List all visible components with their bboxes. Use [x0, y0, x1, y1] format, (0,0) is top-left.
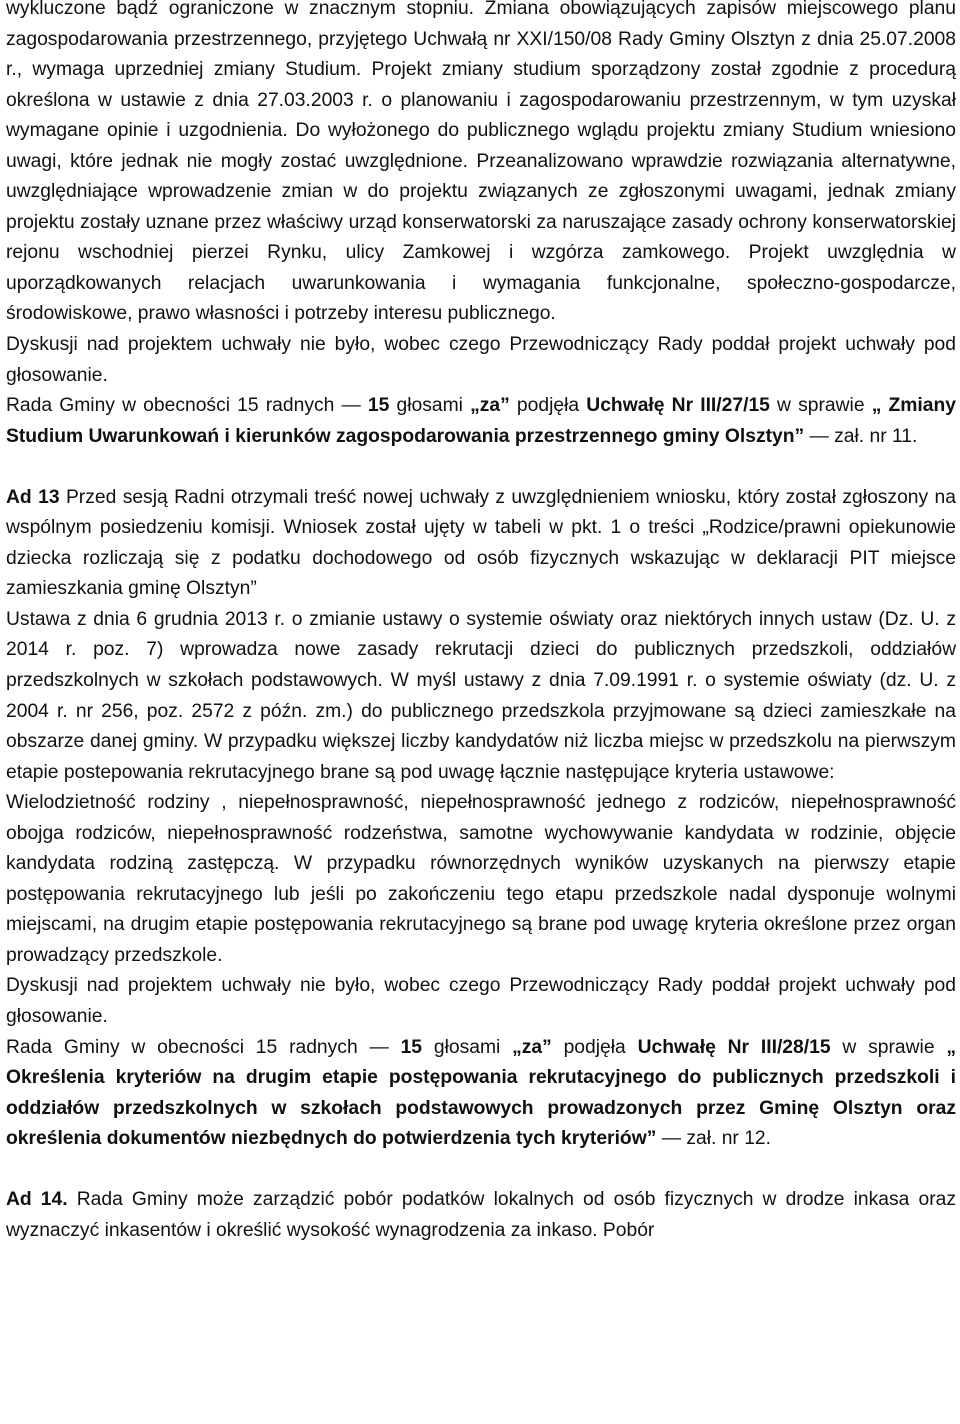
vote-adopted: podjęła — [551, 1036, 638, 1058]
paragraph-ad-13-law: Ustawa z dnia 6 grudnia 2013 r. o zmianie ustawy o systemie oświaty oraz niektórych innych ustaw (Dz. U. z 2014 r. poz. 7) wprowadza nowe zasady rekrutacji dzieci do publicznych przedszkoli, oddziałów przedszkolnych w szkołach podstawowych. W myśl ustawy z dnia 7.09.1991 r. o systemie oświaty (dz. U. z 2004 r. nr 256, poz. 2572 z późn. zm.) do publicznego przedszkola przyjmowane są dzieci zamieszkałe na obszarze danej gminy. W przypadku większej liczby kandydatów niż liczba miejsc w przedszkolu na pierwszym etapie postepowania rekrutacyjnego brane są pod uwagę łącznie następujące kryteria ustawowe: — [6, 608, 956, 783]
vote-word: głosami — [389, 395, 471, 417]
vote-word: głosami — [422, 1036, 513, 1058]
vote-in-matter: w sprawie — [830, 1036, 947, 1058]
vote-count: 15 — [367, 395, 390, 417]
vote-intro: Rada Gminy w obecności 15 radnych — — [6, 395, 368, 417]
paragraph-vote-1 — [6, 391, 956, 452]
vote-count: 15 — [400, 1036, 423, 1058]
paragraph-ad-13 — [6, 483, 956, 605]
vote-za: „za” — [470, 395, 510, 417]
vote-in-matter: w sprawie — [769, 395, 872, 417]
paragraph-vote-2 — [6, 1033, 956, 1155]
paragraph-ad-14 — [6, 1185, 956, 1246]
attachment-note: — zał. nr 11. — [804, 425, 918, 447]
document-page — [6, 0, 956, 1246]
paragraph-discussion-2: Dyskusji nad projektem uchwały nie było, wobec czego Przewodniczący Rady poddał projekt uchwały pod głosowanie. — [6, 975, 956, 1027]
paragraph-gap — [6, 452, 956, 483]
paragraph-ad-13-criteria: Wielodzietność rodziny , niepełnosprawność, niepełnosprawność jednego z rodziców, niepełnosprawność obojga rodziców, niepełnosprawność rodzeństwa, samotne wychowywanie kandydata w rodzinie, objęcie kandydata rodziną zastępczą. W przypadku równorzędnych wyników uzyskanych na pierwszy etapie postępowania rekrutacyjnego lub jeśli po zakończeniu tego etapu przedszkole nadal dysponuje wolnymi miejscami, na drugim etapie postępowania rekrutacyjnego są brane pod uwagę kryteria określone przez organ prowadzący przedszkole. — [6, 792, 956, 966]
paragraph-discussion-1: Dyskusji nad projektem uchwały nie było, wobec czego Przewodniczący Rady poddał projekt uchwały pod głosowanie. — [6, 334, 956, 386]
resolution-subject: „ Zmiany Studium Uwarunkowań i kierunków zagospodarowania przestrzennego gminy Olsztyn” — [6, 395, 957, 447]
paragraph-studium-justification: wykluczone bądź ograniczone w znacznym stopniu. Zmiana obowiązujących zapisów miejscowego planu zagospodarowania przestrzennego, przyjętego Uchwałą nr XXI/150/08 Rady Gminy Olsztyn z dnia 25.07.2008 r., wymaga uprzedniej zmiany Studium. Projekt zmiany studium sporządzony został zgodnie z procedurą określona w ustawie z dnia 27.03.2003 r. o planowaniu i zagospodarowaniu przestrzennym, w tym uzyskał wymagane opinie i uzgodnienia. Do wyłożonego do publicznego wglądu projektu zmiany Studium wniesiono uwagi, które jednak nie mogły zostać uwzględnione. Przeanalizowano wprawdzie rozwiązania alternatywne, uwzględniające wprowadzenie zmian w do projektu związanych ze zgłoszonymi uwagami, jednak zmiany projektu zostały uznane przez właściwy urząd konserwatorski za naruszające zasady ochrony konserwatorskiej rejonu wschodniej pierzei Rynku, ulicy Zamkowej i wzgórza zamkowego. Projekt uwzględnia w uporządkowanych relacjach uwarunkowania i wymagania funkcjonalne, społeczno-gospodarcze, środowiskowe, prawo własności i potrzeby interesu publicznego. — [6, 0, 956, 325]
agenda-item-text: Rada Gminy może zarządzić pobór podatków lokalnych od osób fizycznych w drodze inkasa oraz wyznaczyć inkasentów i określić wysokość wynagrodzenia za inkaso. Pobór — [6, 1189, 956, 1241]
resolution-number: Uchwałę Nr III/27/15 — [586, 395, 770, 417]
attachment-note: — zał. nr 12. — [656, 1128, 772, 1150]
resolution-subject: „ Określenia kryteriów na drugim etapie postępowania rekrutacyjnego do publicznych przedszkoli i oddziałów przedszkolnych w szkołach podstawowych prowadzonych przez Gminę Olsztyn oraz określenia dokumentów niezbędnych do potwierdzenia tych kryteriów” — [6, 1036, 957, 1150]
agenda-item-text: Przed sesją Radni otrzymali treść nowej uchwały z uwzględnieniem wniosku, który został zgłoszony na wspólnym posiedzeniu komisji. Wniosek został ujęty w tabeli w pkt. 1 o treści „Rodzice/prawni opiekunowie dziecka rozliczają się z podatku dochodowego od osób fizycznych wskazując w deklaracji PIT miejsce zamieszkania gminę Olsztyn” — [6, 486, 956, 600]
vote-intro: Rada Gminy w obecności 15 radnych — — [6, 1036, 401, 1058]
agenda-item-label: Ad 14. — [6, 1189, 68, 1211]
paragraph-gap — [6, 1155, 956, 1186]
agenda-item-label: Ad 13 — [6, 486, 60, 508]
resolution-number: Uchwałę Nr III/28/15 — [637, 1036, 831, 1058]
vote-adopted: podjęła — [509, 395, 587, 417]
vote-za: „za” — [512, 1036, 552, 1058]
